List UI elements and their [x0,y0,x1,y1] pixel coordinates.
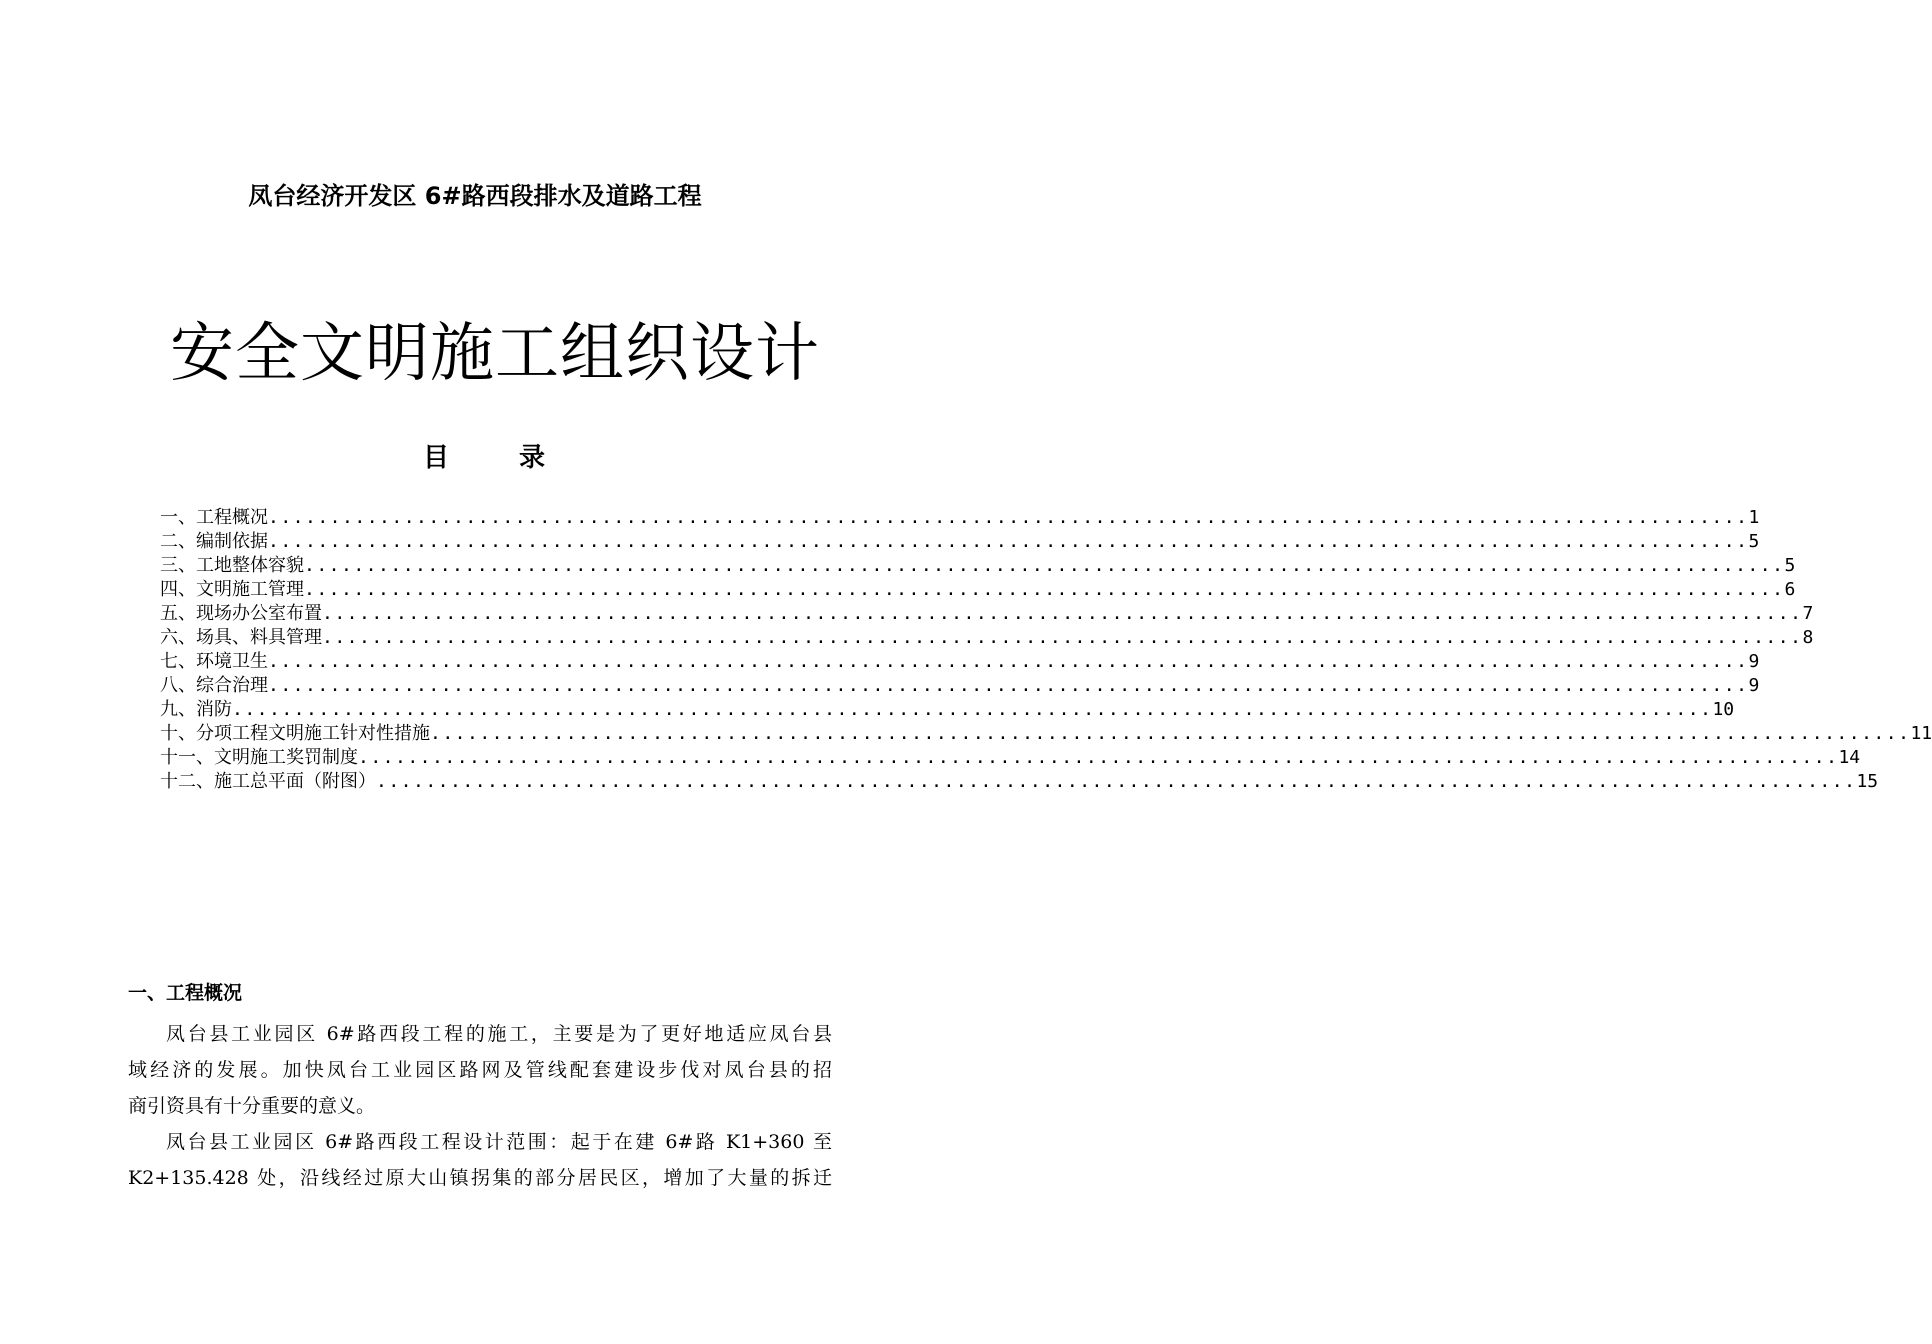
toc-entry[interactable] [160,578,1796,602]
toc-leader-dots: ........................................................................................................................ [304,579,1785,600]
toc-entry-label: 九、消防 [160,699,232,720]
toc-heading-char-1: 目 [422,443,449,473]
section-heading: 一、工程概况 [128,982,243,1004]
toc-entry[interactable] [160,746,1861,770]
toc-entry-label: 三、工地整体容貌 [160,555,304,576]
toc-entry-label: 六、场具、料具管理 [160,627,322,648]
toc-entry[interactable] [160,650,1760,674]
toc-leader-dots: ........................................................................................................................ [268,507,1749,528]
paragraph-line: 商引资具有十分重要的意义。 [128,1095,376,1117]
toc-entry-label: 五、现场办公室布置 [160,603,322,624]
toc-leader-dots: ........................................................................................................................ [430,723,1911,744]
toc-leader-dots: ........................................................................................................................ [322,627,1803,648]
toc-entry-label: 十、分项工程文明施工针对性措施 [160,723,430,744]
section-body [128,1016,832,1196]
toc-entry[interactable] [160,770,1879,794]
paragraph-line: 凤台县工业园区 6#路西段工程的施工，主要是为了更好地适应凤台县 [166,1023,832,1045]
toc-leader-dots: ........................................................................................................................ [268,531,1749,552]
toc-entry-page: 9 [1748,675,1760,696]
toc-entry-label: 八、综合治理 [160,675,268,696]
toc-leader-dots: ........................................................................................................................ [268,675,1749,696]
paragraph-line: K2+135.428 处，沿线经过原大山镇拐集的部分居民区，增加了大量的拆迁 [128,1167,832,1189]
toc-entry-label: 一、工程概况 [160,507,268,528]
toc-leader-dots: ........................................................................................................................ [322,603,1803,624]
paragraph-line: 域经济的发展。加快凤台工业园区路网及管线配套建设步伐对凤台县的招 [128,1059,832,1081]
toc-leader-dots: ........................................................................................................................ [232,699,1713,720]
toc-leader-dots: ........................................................................................................................ [358,747,1839,768]
toc-heading [0,438,968,478]
toc-leader-dots: ........................................................................................................................ [304,555,1785,576]
toc-heading-char-2: 录 [519,443,546,473]
toc-entry-label: 十一、文明施工奖罚制度 [160,747,358,768]
toc-entry-label: 四、文明施工管理 [160,579,304,600]
toc-entry-page: 14 [1838,747,1861,768]
toc-entry-page: 5 [1784,555,1796,576]
toc-entry-page: 7 [1802,603,1814,624]
toc-entry-page: 8 [1802,627,1814,648]
toc-entry-page: 10 [1712,699,1735,720]
table-of-contents [160,506,1932,794]
toc-entry-page: 1 [1748,507,1760,528]
toc-entry[interactable] [160,698,1735,722]
toc-entry[interactable] [160,506,1760,530]
toc-entry-page: 15 [1856,771,1879,792]
toc-entry-page: 9 [1748,651,1760,672]
toc-entry[interactable] [160,530,1760,554]
toc-entry[interactable] [160,554,1796,578]
toc-entry-page: 5 [1748,531,1760,552]
toc-entry-label: 二、编制依据 [160,531,268,552]
toc-leader-dots: ........................................................................................................................ [268,651,1749,672]
project-title: 凤台经济开发区 6#路西段排水及道路工程 [248,182,702,210]
toc-entry[interactable] [160,674,1760,698]
toc-entry-label: 十二、施工总平面（附图） [160,771,376,792]
main-title: 安全文明施工组织设计 [170,317,820,391]
toc-entry-label: 七、环境卫生 [160,651,268,672]
toc-entry-page: 11 [1910,723,1932,744]
toc-entry-page: 6 [1784,579,1796,600]
paragraph-line: 凤台县工业园区 6#路西段工程设计范围：起于在建 6#路 K1+360 至 [166,1131,832,1153]
toc-entry[interactable] [160,602,1814,626]
toc-leader-dots: ........................................................................................................................ [376,771,1857,792]
toc-entry[interactable] [160,722,1932,746]
toc-entry[interactable] [160,626,1814,650]
